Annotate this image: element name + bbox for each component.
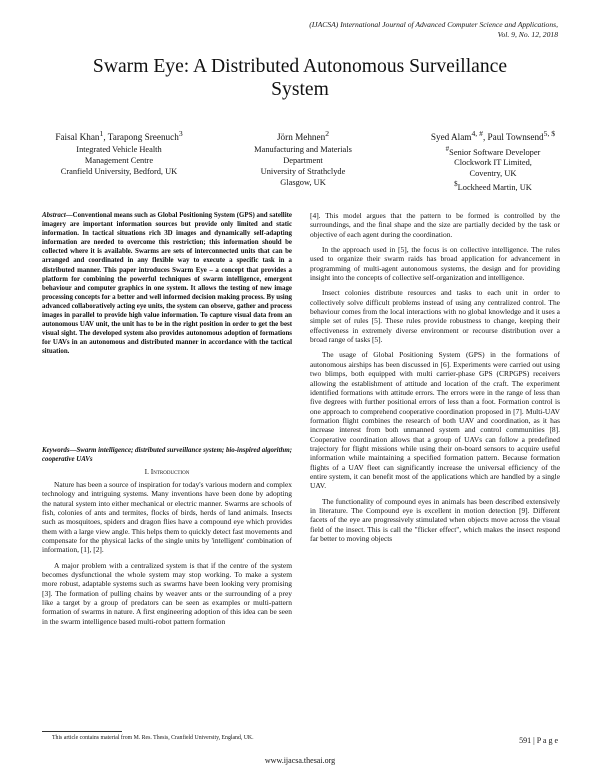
paper-title-line1: Swarm Eye: A Distributed Autonomous Surveillance	[92, 56, 508, 77]
footnote: This article contains material from M. Res. Thesis, Cranfield University, England, UK.	[52, 735, 254, 741]
page-number	[519, 736, 558, 745]
author-name: , Tarapong Sreenuch	[103, 132, 179, 143]
right-column-body	[310, 211, 560, 549]
author-names-3	[408, 128, 578, 144]
paper-title-line2: System	[271, 79, 329, 100]
author-name: Syed Alam	[430, 132, 472, 143]
author-sup: 1	[99, 129, 104, 138]
left-column-body	[42, 480, 292, 632]
author-affiliation-text: Lockheed Martin, UK	[457, 183, 532, 193]
paragraph: The usage of Global Positioning System (GPS) in the formations of autonomous airships has been discussed in [6]. Experiments were carried out using two blimps, both equipped with multi carrier-phase GPS (CRPGPS) receivers allowing the establishment of attitude and location of the craft. The experiment identified formations with attitude errors. The errors were in the range of less than five degrees with further positional errors of less than a foot. Formation control is one approach to comprehend cooperative coordination proposed in [7]. Multi-UAV formation flight combines the research of both UAV and coordination, as it has increase interest from both unmanned system and control communities [8]. Cooperative coordination allows that a group of UAVs can follow a predefined trajectory for flight missions while using their on-board sensors to acquire useful information while maintaining a specified formation pattern. Because formation flights of a UAV fleet can significantly increase the universal efficiency of the entire system, it can benefit most of the applications which are handled by a single UAV.	[310, 350, 560, 491]
author-affiliation: Management Centre	[84, 155, 154, 165]
paper-title	[0, 55, 600, 101]
author-affiliation: Clockwork IT Limited,	[454, 158, 532, 168]
author-sup: 3	[178, 129, 183, 138]
author-name: Jörn Mehnen	[276, 132, 326, 143]
journal-name: (IJACSA) International Journal of Advanced Computer Science and Applications,	[309, 20, 558, 29]
author-affiliation: University of Strathclyde	[260, 166, 346, 176]
author-affiliation	[408, 144, 578, 158]
footnote-divider	[42, 731, 122, 732]
paragraph: [4]. This model argues that the pattern to be formed is controlled by the surroundings, and the final shape and the size are partially decided by the task or objective of each agent during the coordination.	[310, 211, 560, 239]
abstract	[42, 211, 292, 357]
author-block-1	[44, 128, 194, 177]
journal-volume: Vol. 9, No. 12, 2018	[497, 29, 558, 39]
page-label: P a g e	[536, 736, 558, 745]
author-affiliation: Coventry, UK	[469, 169, 517, 179]
author-names-1	[44, 128, 194, 144]
author-affiliation: Cranfield University, Bedford, UK	[60, 166, 178, 176]
author-affiliation: Glasgow, UK	[280, 177, 326, 187]
keywords: Keywords—Swarm intelligence; distributed surveillance system; bio-inspired algorithm; cooperative UAVs	[42, 447, 292, 464]
author-block-3	[408, 128, 578, 193]
paragraph: In the approach used in [5], the focus is on collective intelligence. The rules used to organize their swarm raids has broad application for advancement in programming of multi-agent autonomous systems, the design and for providing insight into the concepts of collective self-organization and intelligence.	[310, 245, 560, 283]
author-names-2	[228, 128, 378, 144]
journal-header	[198, 20, 558, 39]
section-number: I.	[144, 467, 149, 476]
author-affiliation: Manufacturing and Materials	[254, 144, 352, 154]
paragraph: Nature has been a source of inspiration for today's various modern and complex technology and intriguing systems. Many inventions have been done by adopting the natural system into either mechanical or electric manner. Swarms are schools of fish, colonies of ants and termites, flocks of birds, herds of land animals. Insects such as mosquitoes, spiders and dragon flies have a compound eye which provides them with a large view angle. This helps them to quickly detect fast movements and compensate for the physical lacks of the single units by 'intelligent' combination of information, [1], [2].	[42, 480, 292, 555]
author-affiliation	[408, 179, 578, 193]
author-affiliation: Department	[283, 155, 323, 165]
author-sup: 4, #	[471, 129, 483, 138]
page-number-value: 591	[519, 736, 532, 745]
abstract-lead: Abstract	[42, 212, 66, 219]
paragraph: A major problem with a centralized system is that if the centre of the system becomes dysfunctional the whole system may stop working. To make a system more robust, adaptable systems such as swarms have been looking very promising [3]. The formation of pulling chains by weaver ants or the surrounding of a prey like a target by a group of predators can be seen as examples or multi-pattern formation of swarms in nature. A first engineering adoption of this idea can be seen in the swarm intelligence based multi-robot pattern formation	[42, 560, 292, 626]
section-heading	[42, 467, 292, 476]
author-sup: 5, $	[543, 129, 556, 138]
paragraph: Insect colonies distribute resources and tasks to each unit in order to collectively solve difficult problems instead of using any centralized control. The behaviour comes from the local interactions with no global knowledge and it uses a simple set of rules [5]. These rules provide robustness to change, keeping their effectiveness in extremely diverse environment or recourse distribution over a broad range of tasks [5].	[310, 288, 560, 345]
author-name: Faisal Khan	[55, 132, 100, 143]
paragraph: The functionality of compound eyes in animals has been described extensively in literature. The Compound eye is excellent in motion detection [9]. Different facets of the eye are progressively stimulated when objects move across the visual field of the insect. This is call the "flicker effect", which makes the insect respond far better to moving objects	[310, 496, 560, 543]
author-sup: $	[454, 180, 458, 189]
author-sup: #	[445, 144, 450, 153]
page-separator: |	[533, 736, 535, 745]
author-name: , Paul Townsend	[482, 132, 544, 143]
author-affiliation: Integrated Vehicle Health	[76, 144, 162, 154]
author-block-2	[228, 128, 378, 188]
journal-url: www.ijacsa.thesai.org	[264, 756, 336, 765]
section-title: Introduction	[150, 467, 190, 476]
author-sup: 2	[325, 129, 330, 138]
author-affiliation-text: Senior Software Developer	[449, 147, 541, 157]
abstract-text: —Conventional means such as Global Positioning System (GPS) and satellite imagery are important information sources but provide only limited and static information. In tactical situations rich 3D images and dynamically self-adapting information are needed to overcome this restriction; this information should be collected where it is available. Swarms are sets of interconnected units that can be arranged and coordinated in any flexible way to execute a specific task in a distributed manner. This paper introduces Swarm Eye – a concept that provides a platform for combining the powerful techniques of swarm intelligence, emergent behaviour and computer graphics in one system. It allows the testing of new image processing concepts for a better and well informed decision making process. By using advanced collaboratively acting eye units, the system can observe, gather and process images in parallel to provide high value information. To capture visual data from an autonomous UAV unit, the unit has to be in the right position in order to get the best visual sight. The developed system also provides autonomous adoption of formations for UAVs in an autonomous and distributed manner in accordance with the tactical situation.	[42, 212, 292, 356]
